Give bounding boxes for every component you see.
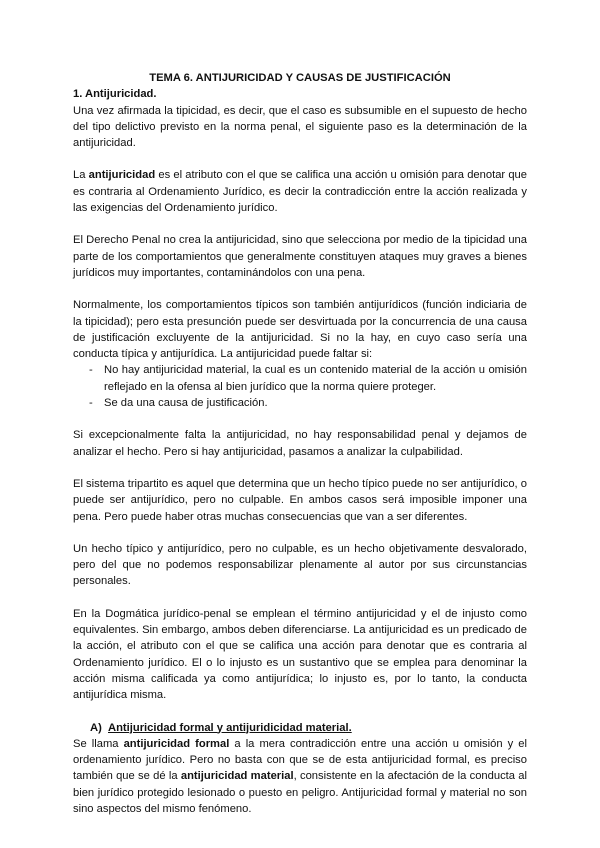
- paragraph-3: El Derecho Penal no crea la antijuricidad, sino que selecciona por medio de la tipicidad una parte de los comportamientos que generalmente constituyen ataques muy graves a bienes jurídicos muy importantes, contaminándolos con una pena.: [73, 234, 527, 279]
- document-page: [73, 70, 527, 817]
- paragraph-2-bold: antijuricidad: [88, 169, 156, 182]
- bullet-marker: -: [89, 397, 93, 410]
- bullet-marker: -: [89, 364, 93, 377]
- paragraph-9-b: a la mera contradicción entre una acción u omisión y el ordenamiento jurídico. Pero no basta con que se de esta antijuricidad formal, es preciso también que se dé la: [73, 737, 528, 783]
- paragraph-2-pre: La: [73, 169, 89, 182]
- paragraph-1: Una vez afirmada la tipicidad, es decir, que el caso es subsumible en el supuesto de hecho del tipo delictivo previsto en la norma penal, el siguiente paso es la determinación de la antijuricidad.: [73, 104, 527, 150]
- paragraph-9-bold-2: antijuricidad material: [180, 770, 294, 783]
- section-heading-text: Antijuricidad formal y antijuridicidad material.: [108, 721, 352, 734]
- section-heading-formal-material: [73, 720, 527, 736]
- paragraph-5: Si excepcionalmente falta la antijuricidad, no hay responsabilidad penal y dejamos de analizar el hecho. Pero si hay antijuricidad, pasamos a analizar la culpabilidad.: [73, 429, 527, 458]
- paragraph-8: En la Dogmática jurídico-penal se emplean el término antijuricidad y el de injusto como equivalentes. Sin embargo, ambos deben diferenciarse. La antijuricidad es un predicado de la acción, el atributo con el que se califica una acción para denotar que es contraria al Ordenamiento jurídico. El o lo injusto es un sustantivo que se emplea para denominar la acción misma calificada ya como antijurídica; lo injusto es, por lo tanto, la conducta antijurídica misma.: [73, 607, 527, 702]
- list-item-text: No hay antijuricidad material, la cual es un contenido material de la acción u omisión reflejado en la ofensa al bien jurídico que la norma quiere proteger.: [104, 364, 527, 393]
- paragraph-7: Un hecho típico y antijurídico, pero no culpable, es un hecho objetivamente desvalorado, pero del que no podemos responsabilizar plenamente al autor por sus circunstancias personales.: [73, 542, 527, 588]
- list-item: [73, 395, 527, 411]
- document-title: TEMA 6. ANTIJURICIDAD Y CAUSAS DE JUSTIFICACIÓN: [149, 72, 451, 84]
- paragraph-9-a: Se llama: [73, 737, 124, 750]
- paragraph-9-bold-1: antijuricidad formal: [123, 737, 230, 750]
- list-item: [73, 362, 527, 395]
- paragraph-4: Normalmente, los comportamientos típicos son también antijurídicos (función indiciaria de la tipicidad); pero esta presunción puede ser desvirtuada por la concurrencia de una causa de justificación excluyente de la antijuricidad. Si no la hay, en cuyo caso sería una conducta típica y antijurídica. La antijuricidad puede faltar si:: [73, 299, 527, 361]
- paragraph-9: [73, 736, 527, 817]
- paragraph-9-c: , consistente en la afectación de la conducta al bien jurídico protegido lesionado o puesto en peligro. Antijuricidad formal y material no son sino aspectos del mismo fenómeno.: [73, 770, 528, 815]
- paragraph-2-post: es el atributo con el que se califica una acción u omisión para denotar que es contraria al Ordenamiento Jurídico, es decir la contradicción entre la acción realizada y las exigencias del Ordenamiento jurídico.: [73, 169, 527, 215]
- section-heading-antijuricidad: 1. Antijuricidad.: [73, 88, 157, 101]
- paragraph-6: El sistema tripartito es aquel que determina que un hecho típico puede no ser antijurídico, o puede ser antijurídico, pero no culpable. En ambos casos será imposible imponer una pena. Pero puede haber otras muchas consecuencias que van a ser diferentes.: [73, 477, 527, 523]
- paragraph-2: [73, 167, 527, 216]
- bullet-list: [73, 362, 527, 411]
- section-label: A): [90, 721, 102, 734]
- list-item-text: Se da una causa de justificación.: [104, 397, 268, 410]
